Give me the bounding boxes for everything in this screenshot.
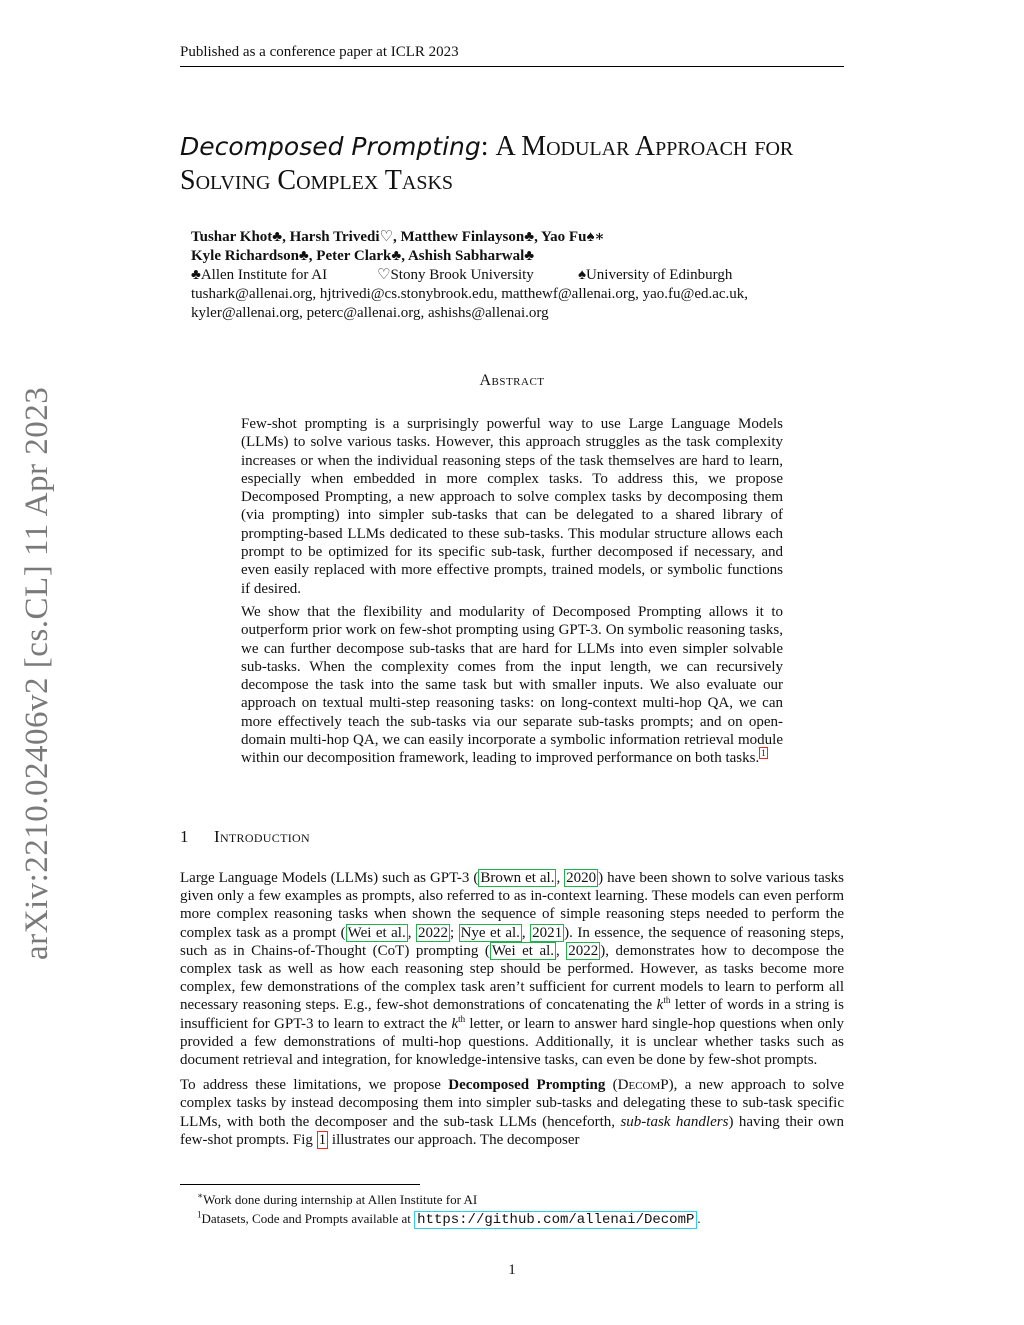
- authors-line1: Tushar Khot♣, Harsh Trivedi♡, Matthew Finlayson♣, Yao Fu♠∗: [191, 229, 605, 245]
- footnote-text: Work done during internship at Allen Institute for AI: [203, 1192, 478, 1207]
- author: Ashish Sabharwal♣: [407, 248, 535, 264]
- introduction-body: [180, 869, 844, 1156]
- italic-term: sub-task handlers: [620, 1113, 729, 1130]
- text-run: letter, or learn to answer hard single-hop questions when only provided a few demonstrations of multi-hop questions. Additionally, it is unclear whether tasks such as document retrieval and integration, for knowledge-intensive tasks, can even be done by few-shot prompts.: [180, 1015, 845, 1069]
- text-run: letter of words in a string is insufficient for GPT-3 to learn to extract the: [180, 997, 844, 1032]
- citation-link[interactable]: Nye et al.: [460, 924, 520, 941]
- author: Yao Fu♠∗: [541, 229, 605, 245]
- citation-link[interactable]: 2021: [532, 924, 563, 941]
- method-acronym: DecomP: [617, 1077, 669, 1094]
- citation-link[interactable]: 2022: [568, 942, 599, 959]
- footnote-mark: 1: [197, 1209, 202, 1220]
- author-block: [191, 228, 851, 323]
- citation-link[interactable]: 2022: [417, 924, 448, 941]
- author: Matthew Finlayson♣: [400, 229, 535, 245]
- text-run: (: [605, 1077, 618, 1094]
- running-header: Published as a conference paper at ICLR 2023: [180, 44, 459, 60]
- text-run: ) having their own few-shot prompts. Fig: [180, 1113, 844, 1148]
- section-number: 1: [180, 827, 189, 846]
- method-name: Decomposed Prompting: [448, 1077, 606, 1094]
- footnote-rule: [180, 1184, 420, 1185]
- repo-url-link[interactable]: https://github.com/allenai/DecomP: [414, 1211, 697, 1229]
- arxiv-id: arXiv:2210.02406v2 [cs.CL] 11 Apr 2023: [19, 386, 55, 960]
- affiliations: [191, 266, 851, 285]
- page-number: 1: [508, 1262, 516, 1278]
- text-run: ) have been shown to solve various tasks given only a few examples as prompts, also referred to as in-context learning. These models can even perform more complex reasoning tasks when shown the sequence of simple reasoning steps needed to perform the complex task as a prompt (: [180, 870, 844, 941]
- abstract-heading: Abstract: [479, 372, 545, 389]
- footnote-text: .: [697, 1211, 701, 1226]
- text-run: ,: [407, 924, 416, 941]
- title-colon: :: [480, 131, 496, 162]
- text-run: ,: [556, 870, 565, 886]
- citation-link[interactable]: Wei et al.: [491, 942, 555, 959]
- section-title: Introduction: [214, 827, 310, 846]
- emails-line1: tushark@allenai.org, hjtrivedi@cs.stonybrook.edu, matthewf@allenai.org, yao.fu@ed.ac.uk,: [191, 286, 749, 302]
- text-run: ;: [449, 924, 459, 941]
- figure-link[interactable]: 1: [318, 1131, 327, 1148]
- intro-paragraph-1: [180, 869, 844, 1069]
- title-italic: Decomposed Prompting: [180, 132, 481, 161]
- citation-link[interactable]: Brown et al.: [480, 870, 555, 886]
- footnote-text: Datasets, Code and Prompts available at: [201, 1211, 415, 1226]
- author: Kyle Richardson♣: [191, 248, 309, 264]
- text-run: ). In essence, the sequence of reasoning steps, such as in Chains-of-Thought (CoT) prompting (: [180, 924, 845, 959]
- citation-link[interactable]: 2020: [566, 870, 597, 886]
- math-th: th: [458, 1013, 466, 1024]
- intro-paragraph-2: [180, 1076, 844, 1149]
- affiliation: ♣Allen Institute for AI: [191, 267, 328, 283]
- emails-line2: kyler@allenai.org, peterc@allenai.org, ashishs@allenai.org: [191, 305, 549, 321]
- title-line1: A Modular Approach for: [495, 131, 794, 162]
- text-run: ,: [521, 924, 531, 941]
- footnote-mark: ∗: [197, 1190, 204, 1201]
- text-run: ,: [556, 942, 567, 959]
- math-th: th: [663, 995, 671, 1006]
- abstract-paragraph-2-text: We show that the flexibility and modularity of Decomposed Prompting allows it to outperform prior work on few-shot prompting using GPT-3. On symbolic reasoning tasks, we can further decompose sub-tasks that are hard for LLMs into even simpler solvable sub-tasks. When the complexity comes from the input length, we can recursively decompose the task into the same task but with smaller inputs. We also evaluate our approach on textual multi-step reasoning tasks: on long-context multi-hop QA, we can more effectively teach the sub-tasks via our separate sub-tasks prompts; and on open-domain multi-hop QA, we can easily incorporate a symbolic information retrieval module within our decomposition framework, leading to improved performance on both tasks.: [241, 603, 783, 767]
- citation-link[interactable]: Wei et al.: [347, 924, 406, 941]
- affiliation: ♠University of Edinburgh: [578, 267, 733, 283]
- abstract-paragraph-2: [241, 603, 783, 768]
- footnote-star: [197, 1190, 857, 1209]
- math-k: k: [451, 1015, 459, 1032]
- paper-title: [180, 130, 860, 198]
- section-heading: [180, 827, 310, 847]
- abstract-paragraph-1: Few-shot prompting is a surprisingly powerful way to use Large Language Models (LLMs) to solve various tasks. However, this approach struggles as the task complexity increases or when the individual reasoning steps of the task themselves are hard to learn, especially when embedded in more complex tasks. To address this, we propose Decomposed Prompting, a new approach to solve complex tasks by decomposing them (via prompting) into simpler sub-tasks that can be delegated to a shared library of prompting-based LLMs dedicated to these sub-tasks. This modular structure allows each prompt to be optimized for its specific sub-task, further decomposed if necessary, and even easily replaced with more effective prompts, trained models, or symbolic functions if desired.: [241, 416, 783, 597]
- affiliation: ♡Stony Brook University: [377, 267, 534, 283]
- footnote-1: [197, 1209, 857, 1230]
- author: Tushar Khot♣: [191, 229, 283, 245]
- text-run: ), demonstrates how to decompose the complex task as well as how each reasoning step should be performed. However, as tasks become more complex, few demonstrations of the complex task aren’t sufficient for current models to learn to perform all necessary reasoning steps. E.g., few-shot demonstrations of concatenating the: [180, 942, 845, 1014]
- header-rule: [180, 66, 844, 67]
- title-line2: Solving Complex Tasks: [180, 165, 454, 196]
- author: Harsh Trivedi♡: [289, 229, 393, 245]
- text-run: illustrates our approach. The decomposer: [328, 1131, 580, 1148]
- abstract-body: [241, 415, 783, 773]
- text-run: To address these limitations, we propose: [180, 1077, 449, 1094]
- footnotes: [197, 1190, 857, 1230]
- text-run: Large Language Models (LLMs) such as GPT-3 (: [180, 870, 479, 886]
- footnote-link-1[interactable]: 1: [761, 748, 766, 759]
- authors-line2: Kyle Richardson♣, Peter Clark♣, Ashish Sabharwal♣: [191, 248, 535, 264]
- text-run: ), a new approach to solve complex tasks by instead decomposing them into simpler sub-tasks and delegating these to sub-task specific LLMs, with both the decomposer and the sub-task LLMs (henceforth,: [180, 1077, 844, 1130]
- math-k: k: [656, 997, 664, 1014]
- author: Peter Clark♣: [316, 248, 402, 264]
